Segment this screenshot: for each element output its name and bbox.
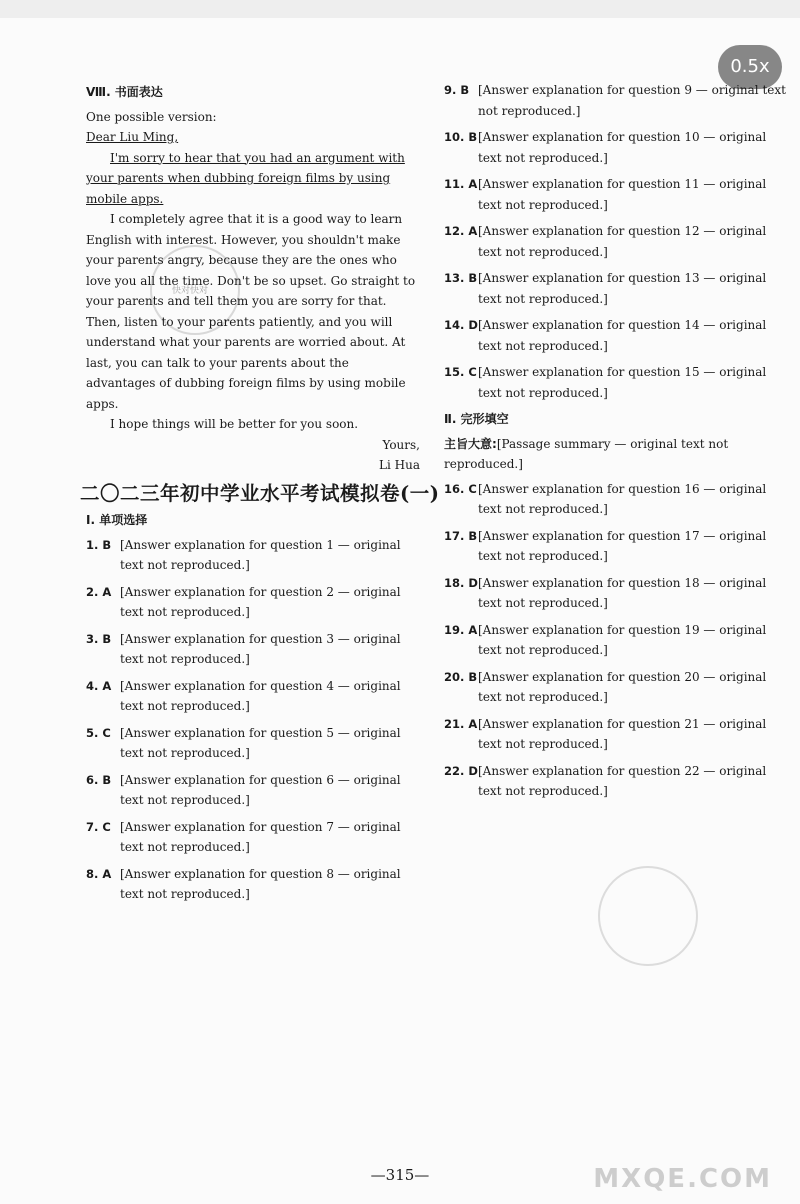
answer-explanation: [Answer explanation for question 21 — original text not reproduced.] (478, 716, 767, 751)
answer-key: 13. B (444, 271, 478, 285)
answer-item (86, 723, 420, 764)
answer-explanation: [Answer explanation for question 8 — original text not reproduced.] (120, 866, 401, 901)
answer-key: 12. A (444, 224, 478, 238)
answer-list-right-top (444, 80, 786, 403)
answer-item (444, 714, 786, 755)
answer-key: 3. B (86, 631, 112, 646)
viewer-top-bar (0, 0, 800, 18)
main-idea-text: [Passage summary — original text not reproduced.] (444, 436, 729, 471)
answer-item (444, 315, 786, 356)
answer-key: 2. A (86, 584, 112, 599)
answer-key: 22. D (444, 763, 478, 778)
answer-item (86, 676, 420, 717)
answer-key: 16. C (444, 481, 477, 496)
section-single-choice: Ⅰ. 单项选择 (86, 513, 148, 527)
answer-explanation: [Answer explanation for question 12 — original text not reproduced.] (478, 224, 767, 259)
answer-item (86, 535, 420, 576)
answer-explanation: [Answer explanation for question 10 — original text not reproduced.] (478, 130, 767, 165)
main-idea (444, 434, 786, 475)
answer-item (444, 127, 786, 168)
answer-list-left (86, 535, 420, 905)
site-watermark: MXQE.COM (593, 1164, 772, 1194)
answer-explanation: [Answer explanation for question 19 — original text not reproduced.] (478, 622, 767, 657)
letter-signature: Li Hua (379, 458, 420, 472)
letter-paragraph-3: I hope things will be better for you soon. (110, 417, 359, 431)
answer-explanation: [Answer explanation for question 22 — original text not reproduced.] (478, 763, 767, 798)
answer-item (86, 770, 420, 811)
answer-explanation: [Answer explanation for question 18 — original text not reproduced.] (478, 575, 767, 610)
right-column (444, 80, 786, 808)
answer-key: 21. A (444, 716, 478, 731)
zoom-level-badge[interactable]: 0.5x (718, 45, 782, 89)
answer-explanation: [Answer explanation for question 9 — original text not reproduced.] (478, 83, 786, 118)
answer-key: 1. B (86, 537, 112, 552)
stamp-seal-right (598, 866, 698, 966)
answer-explanation: [Answer explanation for question 5 — original text not reproduced.] (120, 725, 401, 760)
answer-key: 17. B (444, 528, 478, 543)
answer-key: 10. B (444, 130, 478, 144)
answer-key: 11. A (444, 177, 478, 191)
answer-explanation: [Answer explanation for question 13 — original text not reproduced.] (478, 271, 767, 306)
stamp-seal-text: 快对快对 (172, 286, 209, 296)
answer-key: 19. A (444, 622, 478, 637)
letter-paragraph-1: I'm sorry to hear that you had an argument with your parents when dubbing foreign films by using mobile apps. (86, 150, 405, 206)
answer-key: 4. A (86, 678, 112, 693)
answer-explanation: [Answer explanation for question 3 — original text not reproduced.] (120, 631, 401, 666)
answer-explanation: [Answer explanation for question 15 — original text not reproduced.] (478, 365, 767, 400)
answer-item (444, 268, 786, 309)
left-column (80, 80, 440, 911)
answer-item (444, 362, 786, 403)
letter-salutation: Dear Liu Ming, (86, 130, 179, 144)
answer-key: 20. B (444, 669, 478, 684)
answer-key: 18. D (444, 575, 478, 590)
version-label: One possible version: (86, 109, 217, 124)
answer-explanation: [Answer explanation for question 14 — original text not reproduced.] (478, 318, 767, 353)
answer-explanation: [Answer explanation for question 20 — original text not reproduced.] (478, 669, 767, 704)
answer-item (444, 620, 786, 661)
letter-closing: Yours, (382, 437, 420, 452)
answer-item (444, 479, 786, 520)
answer-item (444, 573, 786, 614)
answer-item (86, 817, 420, 858)
answer-key: 7. C (86, 819, 111, 834)
answer-item (86, 582, 420, 623)
page-number: —315— (370, 1166, 430, 1184)
answer-item (444, 174, 786, 215)
answer-item (444, 667, 786, 708)
answer-item (86, 864, 420, 905)
answer-key: 14. D (444, 318, 478, 332)
writing-section-title: Ⅷ. 书面表达 (86, 85, 163, 99)
answer-key: 5. C (86, 725, 111, 740)
answer-key: 6. B (86, 772, 112, 787)
answer-list-right-bottom (444, 479, 786, 802)
answer-key: 15. C (444, 365, 477, 379)
answer-explanation: [Answer explanation for question 16 — original text not reproduced.] (478, 481, 767, 516)
answer-explanation: [Answer explanation for question 17 — original text not reproduced.] (478, 528, 767, 563)
answer-item (444, 221, 786, 262)
answer-explanation: [Answer explanation for question 6 — original text not reproduced.] (120, 772, 401, 807)
answer-item (444, 80, 786, 121)
answer-key: 9. B (444, 83, 470, 97)
answer-explanation: [Answer explanation for question 11 — original text not reproduced.] (478, 177, 767, 212)
letter-paragraph-2: I completely agree that it is a good way to learn English with interest. However, you shouldn't make your parents angry, because they are the ones who love you all the time. Don't be so upset. Go straight to your parents and tell them you are sorry for that. Then, listen to your parents patiently, and you will understand what your parents are worried about. At last, you can talk to your parents about the advantages of dubbing foreign films by using mobile apps. (86, 212, 416, 411)
answer-key: 8. A (86, 866, 112, 881)
section-cloze: Ⅱ. 完形填空 (444, 412, 509, 426)
answer-item (86, 629, 420, 670)
exam-title: 二〇二三年初中学业水平考试模拟卷(一) (80, 481, 440, 505)
answer-explanation: [Answer explanation for question 2 — original text not reproduced.] (120, 584, 401, 619)
answer-explanation: [Answer explanation for question 1 — original text not reproduced.] (120, 537, 401, 572)
main-idea-label: 主旨大意: (444, 436, 497, 451)
answer-item (444, 526, 786, 567)
answer-item (444, 761, 786, 802)
answer-explanation: [Answer explanation for question 7 — original text not reproduced.] (120, 819, 401, 854)
answer-explanation: [Answer explanation for question 4 — original text not reproduced.] (120, 678, 401, 713)
